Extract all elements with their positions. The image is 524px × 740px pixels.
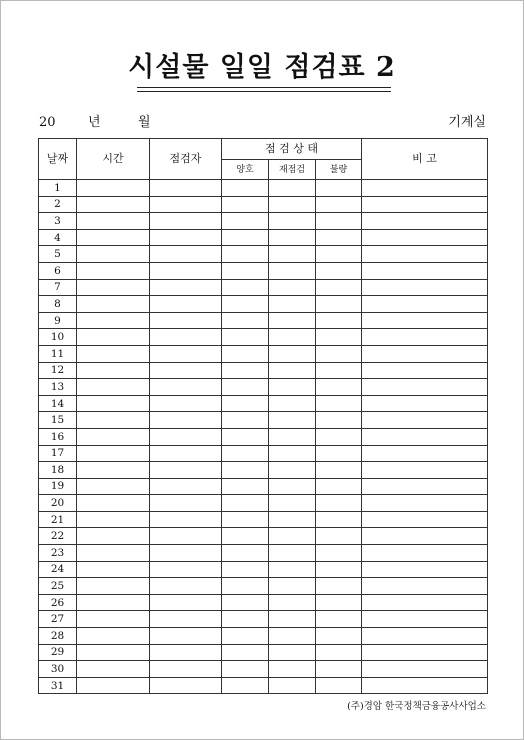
col-status-good: 양호	[222, 160, 269, 180]
status-reinspect-cell[interactable]	[269, 628, 316, 645]
time-cell[interactable]	[77, 279, 150, 296]
day-cell: 25	[39, 578, 77, 595]
day-cell: 14	[39, 395, 77, 412]
status-reinspect-cell[interactable]	[269, 180, 316, 197]
status-good-cell[interactable]	[222, 296, 269, 313]
status-bad-cell[interactable]	[316, 611, 362, 628]
day-cell: 12	[39, 362, 77, 379]
time-cell[interactable]	[77, 528, 150, 545]
status-good-cell[interactable]	[222, 412, 269, 429]
status-good-cell[interactable]	[222, 445, 269, 462]
status-bad-cell[interactable]	[316, 478, 362, 495]
table-row	[39, 611, 488, 628]
table-row	[39, 578, 488, 595]
table-row	[39, 412, 488, 429]
inspector-cell[interactable]	[150, 279, 222, 296]
remarks-cell[interactable]	[362, 246, 488, 263]
table-body	[39, 180, 488, 694]
status-bad-cell[interactable]	[316, 545, 362, 562]
status-bad-cell[interactable]	[316, 644, 362, 661]
time-cell[interactable]	[77, 246, 150, 263]
time-cell[interactable]	[77, 196, 150, 213]
remarks-cell[interactable]	[362, 495, 488, 512]
status-reinspect-cell[interactable]	[269, 661, 316, 678]
remarks-cell[interactable]	[362, 428, 488, 445]
year-label: 년	[88, 115, 101, 130]
status-bad-cell[interactable]	[316, 180, 362, 197]
remarks-cell[interactable]	[362, 628, 488, 645]
day-cell: 23	[39, 545, 77, 562]
day-cell: 31	[39, 677, 77, 694]
status-bad-cell[interactable]	[316, 661, 362, 678]
time-cell[interactable]	[77, 661, 150, 678]
remarks-cell[interactable]	[362, 511, 488, 528]
status-bad-cell[interactable]	[316, 495, 362, 512]
col-inspector-header: 점검자	[150, 139, 222, 180]
time-cell[interactable]	[77, 345, 150, 362]
status-good-cell[interactable]	[222, 196, 269, 213]
status-reinspect-cell[interactable]	[269, 644, 316, 661]
status-reinspect-cell[interactable]	[269, 528, 316, 545]
day-cell: 21	[39, 511, 77, 528]
time-cell[interactable]	[77, 611, 150, 628]
remarks-cell[interactable]	[362, 545, 488, 562]
status-good-cell[interactable]	[222, 495, 269, 512]
time-cell[interactable]	[77, 412, 150, 429]
status-bad-cell[interactable]	[316, 561, 362, 578]
table-row	[39, 428, 488, 445]
status-good-cell[interactable]	[222, 345, 269, 362]
col-time-header: 시간	[77, 139, 150, 180]
day-cell: 6	[39, 262, 77, 279]
remarks-cell[interactable]	[362, 362, 488, 379]
status-bad-cell[interactable]	[316, 329, 362, 346]
remarks-cell[interactable]	[362, 462, 488, 479]
inspector-cell[interactable]	[150, 229, 222, 246]
inspector-cell[interactable]	[150, 412, 222, 429]
time-cell[interactable]	[77, 445, 150, 462]
status-good-cell[interactable]	[222, 478, 269, 495]
day-cell: 15	[39, 412, 77, 429]
time-cell[interactable]	[77, 495, 150, 512]
status-good-cell[interactable]	[222, 628, 269, 645]
remarks-cell[interactable]	[362, 578, 488, 595]
inspector-cell[interactable]	[150, 395, 222, 412]
table-row	[39, 213, 488, 230]
table-row	[39, 445, 488, 462]
status-good-cell[interactable]	[222, 594, 269, 611]
remarks-cell[interactable]	[362, 412, 488, 429]
table-row	[39, 644, 488, 661]
status-reinspect-cell[interactable]	[269, 262, 316, 279]
status-reinspect-cell[interactable]	[269, 495, 316, 512]
remarks-cell[interactable]	[362, 478, 488, 495]
table-row	[39, 628, 488, 645]
status-reinspect-cell[interactable]	[269, 246, 316, 263]
time-cell[interactable]	[77, 677, 150, 694]
col-status-reinspect: 재점검	[269, 160, 316, 180]
status-bad-cell[interactable]	[316, 312, 362, 329]
status-bad-cell[interactable]	[316, 395, 362, 412]
status-good-cell[interactable]	[222, 180, 269, 197]
col-day-header: 날짜	[39, 139, 77, 180]
status-good-cell[interactable]	[222, 528, 269, 545]
status-reinspect-cell[interactable]	[269, 196, 316, 213]
inspector-cell[interactable]	[150, 511, 222, 528]
time-cell[interactable]	[77, 545, 150, 562]
day-cell: 9	[39, 312, 77, 329]
table-row	[39, 279, 488, 296]
status-bad-cell[interactable]	[316, 196, 362, 213]
time-cell[interactable]	[77, 379, 150, 396]
time-cell[interactable]	[77, 628, 150, 645]
status-good-cell[interactable]	[222, 213, 269, 230]
inspector-cell[interactable]	[150, 196, 222, 213]
table-row	[39, 511, 488, 528]
inspector-cell[interactable]	[150, 262, 222, 279]
status-reinspect-cell[interactable]	[269, 296, 316, 313]
status-good-cell[interactable]	[222, 312, 269, 329]
status-reinspect-cell[interactable]	[269, 312, 316, 329]
inspector-cell[interactable]	[150, 495, 222, 512]
time-cell[interactable]	[77, 312, 150, 329]
remarks-cell[interactable]	[362, 213, 488, 230]
time-cell[interactable]	[77, 578, 150, 595]
day-cell: 2	[39, 196, 77, 213]
status-reinspect-cell[interactable]	[269, 611, 316, 628]
day-cell: 3	[39, 213, 77, 230]
status-bad-cell[interactable]	[316, 594, 362, 611]
inspector-cell[interactable]	[150, 246, 222, 263]
time-cell[interactable]	[77, 428, 150, 445]
day-cell: 5	[39, 246, 77, 263]
inspector-cell[interactable]	[150, 528, 222, 545]
status-reinspect-cell[interactable]	[269, 329, 316, 346]
table-row	[39, 196, 488, 213]
status-good-cell[interactable]	[222, 545, 269, 562]
table-row	[39, 677, 488, 694]
status-good-cell[interactable]	[222, 279, 269, 296]
day-cell: 10	[39, 329, 77, 346]
table-row	[39, 528, 488, 545]
day-cell: 29	[39, 644, 77, 661]
table-row	[39, 661, 488, 678]
remarks-cell[interactable]	[362, 661, 488, 678]
status-reinspect-cell[interactable]	[269, 578, 316, 595]
remarks-cell[interactable]	[362, 196, 488, 213]
day-cell: 17	[39, 445, 77, 462]
day-cell: 20	[39, 495, 77, 512]
status-reinspect-cell[interactable]	[269, 379, 316, 396]
status-good-cell[interactable]	[222, 511, 269, 528]
day-cell: 16	[39, 428, 77, 445]
status-good-cell[interactable]	[222, 395, 269, 412]
table-row	[39, 312, 488, 329]
inspector-cell[interactable]	[150, 578, 222, 595]
table-row	[39, 180, 488, 197]
day-cell: 11	[39, 345, 77, 362]
day-cell: 8	[39, 296, 77, 313]
status-reinspect-cell[interactable]	[269, 677, 316, 694]
status-good-cell[interactable]	[222, 329, 269, 346]
day-cell: 4	[39, 229, 77, 246]
time-cell[interactable]	[77, 511, 150, 528]
remarks-cell[interactable]	[362, 395, 488, 412]
remarks-cell[interactable]	[362, 561, 488, 578]
table-row	[39, 594, 488, 611]
remarks-cell[interactable]	[362, 528, 488, 545]
title-underline-bottom	[137, 91, 391, 92]
inspection-table	[38, 138, 488, 694]
remarks-cell[interactable]	[362, 279, 488, 296]
day-cell: 1	[39, 180, 77, 197]
status-bad-cell[interactable]	[316, 379, 362, 396]
time-cell[interactable]	[77, 362, 150, 379]
inspector-cell[interactable]	[150, 628, 222, 645]
status-reinspect-cell[interactable]	[269, 594, 316, 611]
remarks-cell[interactable]	[362, 345, 488, 362]
status-reinspect-cell[interactable]	[269, 445, 316, 462]
table-row	[39, 246, 488, 263]
status-reinspect-cell[interactable]	[269, 279, 316, 296]
month-label: 월	[138, 115, 151, 130]
status-bad-cell[interactable]	[316, 677, 362, 694]
status-good-cell[interactable]	[222, 644, 269, 661]
time-cell[interactable]	[77, 644, 150, 661]
inspector-cell[interactable]	[150, 677, 222, 694]
table-row	[39, 561, 488, 578]
title-underline-top	[137, 87, 391, 88]
inspector-cell[interactable]	[150, 312, 222, 329]
day-cell: 30	[39, 661, 77, 678]
remarks-cell[interactable]	[362, 379, 488, 396]
status-good-cell[interactable]	[222, 262, 269, 279]
footer-company: (주)경암 한국정책금융공사사업소	[347, 701, 486, 712]
status-bad-cell[interactable]	[316, 345, 362, 362]
remarks-cell[interactable]	[362, 594, 488, 611]
status-reinspect-cell[interactable]	[269, 545, 316, 562]
table-row	[39, 495, 488, 512]
inspector-cell[interactable]	[150, 462, 222, 479]
status-bad-cell[interactable]	[316, 445, 362, 462]
status-bad-cell[interactable]	[316, 428, 362, 445]
remarks-cell[interactable]	[362, 296, 488, 313]
status-good-cell[interactable]	[222, 246, 269, 263]
inspector-cell[interactable]	[150, 478, 222, 495]
remarks-cell[interactable]	[362, 180, 488, 197]
col-status-bad: 불량	[316, 160, 362, 180]
status-reinspect-cell[interactable]	[269, 345, 316, 362]
day-cell: 19	[39, 478, 77, 495]
table-row	[39, 545, 488, 562]
table-row	[39, 229, 488, 246]
remarks-cell[interactable]	[362, 329, 488, 346]
table-row	[39, 345, 488, 362]
status-reinspect-cell[interactable]	[269, 395, 316, 412]
day-cell: 22	[39, 528, 77, 545]
status-bad-cell[interactable]	[316, 628, 362, 645]
status-good-cell[interactable]	[222, 462, 269, 479]
time-cell[interactable]	[77, 296, 150, 313]
inspector-cell[interactable]	[150, 329, 222, 346]
status-bad-cell[interactable]	[316, 511, 362, 528]
status-good-cell[interactable]	[222, 661, 269, 678]
day-cell: 27	[39, 611, 77, 628]
time-cell[interactable]	[77, 262, 150, 279]
status-reinspect-cell[interactable]	[269, 362, 316, 379]
inspector-cell[interactable]	[150, 362, 222, 379]
status-good-cell[interactable]	[222, 379, 269, 396]
status-reinspect-cell[interactable]	[269, 428, 316, 445]
inspector-cell[interactable]	[150, 213, 222, 230]
table-row	[39, 262, 488, 279]
day-cell: 7	[39, 279, 77, 296]
status-good-cell[interactable]	[222, 229, 269, 246]
status-reinspect-cell[interactable]	[269, 511, 316, 528]
remarks-cell[interactable]	[362, 262, 488, 279]
inspector-cell[interactable]	[150, 594, 222, 611]
page-title: 시설물 일일 점검표 2	[128, 52, 396, 83]
day-cell: 26	[39, 594, 77, 611]
room-label: 기계실	[448, 115, 486, 130]
status-reinspect-cell[interactable]	[269, 229, 316, 246]
status-reinspect-cell[interactable]	[269, 478, 316, 495]
table-row	[39, 362, 488, 379]
status-bad-cell[interactable]	[316, 412, 362, 429]
status-bad-cell[interactable]	[316, 229, 362, 246]
status-bad-cell[interactable]	[316, 462, 362, 479]
status-bad-cell[interactable]	[316, 296, 362, 313]
time-cell[interactable]	[77, 478, 150, 495]
inspector-cell[interactable]	[150, 428, 222, 445]
day-cell: 24	[39, 561, 77, 578]
time-cell[interactable]	[77, 462, 150, 479]
time-cell[interactable]	[77, 329, 150, 346]
inspector-cell[interactable]	[150, 644, 222, 661]
inspector-cell[interactable]	[150, 180, 222, 197]
status-good-cell[interactable]	[222, 578, 269, 595]
inspector-cell[interactable]	[150, 445, 222, 462]
remarks-cell[interactable]	[362, 445, 488, 462]
status-reinspect-cell[interactable]	[269, 561, 316, 578]
status-reinspect-cell[interactable]	[269, 213, 316, 230]
table-row	[39, 462, 488, 479]
status-good-cell[interactable]	[222, 362, 269, 379]
table-row	[39, 478, 488, 495]
day-cell: 13	[39, 379, 77, 396]
status-bad-cell[interactable]	[316, 246, 362, 263]
inspector-cell[interactable]	[150, 296, 222, 313]
time-cell[interactable]	[77, 561, 150, 578]
remarks-cell[interactable]	[362, 644, 488, 661]
status-bad-cell[interactable]	[316, 262, 362, 279]
status-bad-cell[interactable]	[316, 528, 362, 545]
remarks-cell[interactable]	[362, 611, 488, 628]
status-good-cell[interactable]	[222, 611, 269, 628]
status-bad-cell[interactable]	[316, 578, 362, 595]
status-reinspect-cell[interactable]	[269, 462, 316, 479]
inspector-cell[interactable]	[150, 561, 222, 578]
time-cell[interactable]	[77, 180, 150, 197]
inspector-cell[interactable]	[150, 379, 222, 396]
status-bad-cell[interactable]	[316, 213, 362, 230]
table-row	[39, 296, 488, 313]
status-good-cell[interactable]	[222, 677, 269, 694]
time-cell[interactable]	[77, 594, 150, 611]
col-remarks-header: 비 고	[362, 139, 488, 180]
status-bad-cell[interactable]	[316, 362, 362, 379]
day-cell: 28	[39, 628, 77, 645]
status-bad-cell[interactable]	[316, 279, 362, 296]
table-row	[39, 379, 488, 396]
status-good-cell[interactable]	[222, 428, 269, 445]
col-status-header: 점 검 상 태	[222, 139, 362, 160]
year-prefix: 20	[39, 115, 56, 130]
status-reinspect-cell[interactable]	[269, 412, 316, 429]
inspector-cell[interactable]	[150, 345, 222, 362]
remarks-cell[interactable]	[362, 677, 488, 694]
day-cell: 18	[39, 462, 77, 479]
time-cell[interactable]	[77, 213, 150, 230]
inspector-cell[interactable]	[150, 611, 222, 628]
remarks-cell[interactable]	[362, 229, 488, 246]
table-row	[39, 329, 488, 346]
inspector-cell[interactable]	[150, 661, 222, 678]
status-good-cell[interactable]	[222, 561, 269, 578]
inspector-cell[interactable]	[150, 545, 222, 562]
time-cell[interactable]	[77, 229, 150, 246]
time-cell[interactable]	[77, 395, 150, 412]
table-row	[39, 395, 488, 412]
remarks-cell[interactable]	[362, 312, 488, 329]
